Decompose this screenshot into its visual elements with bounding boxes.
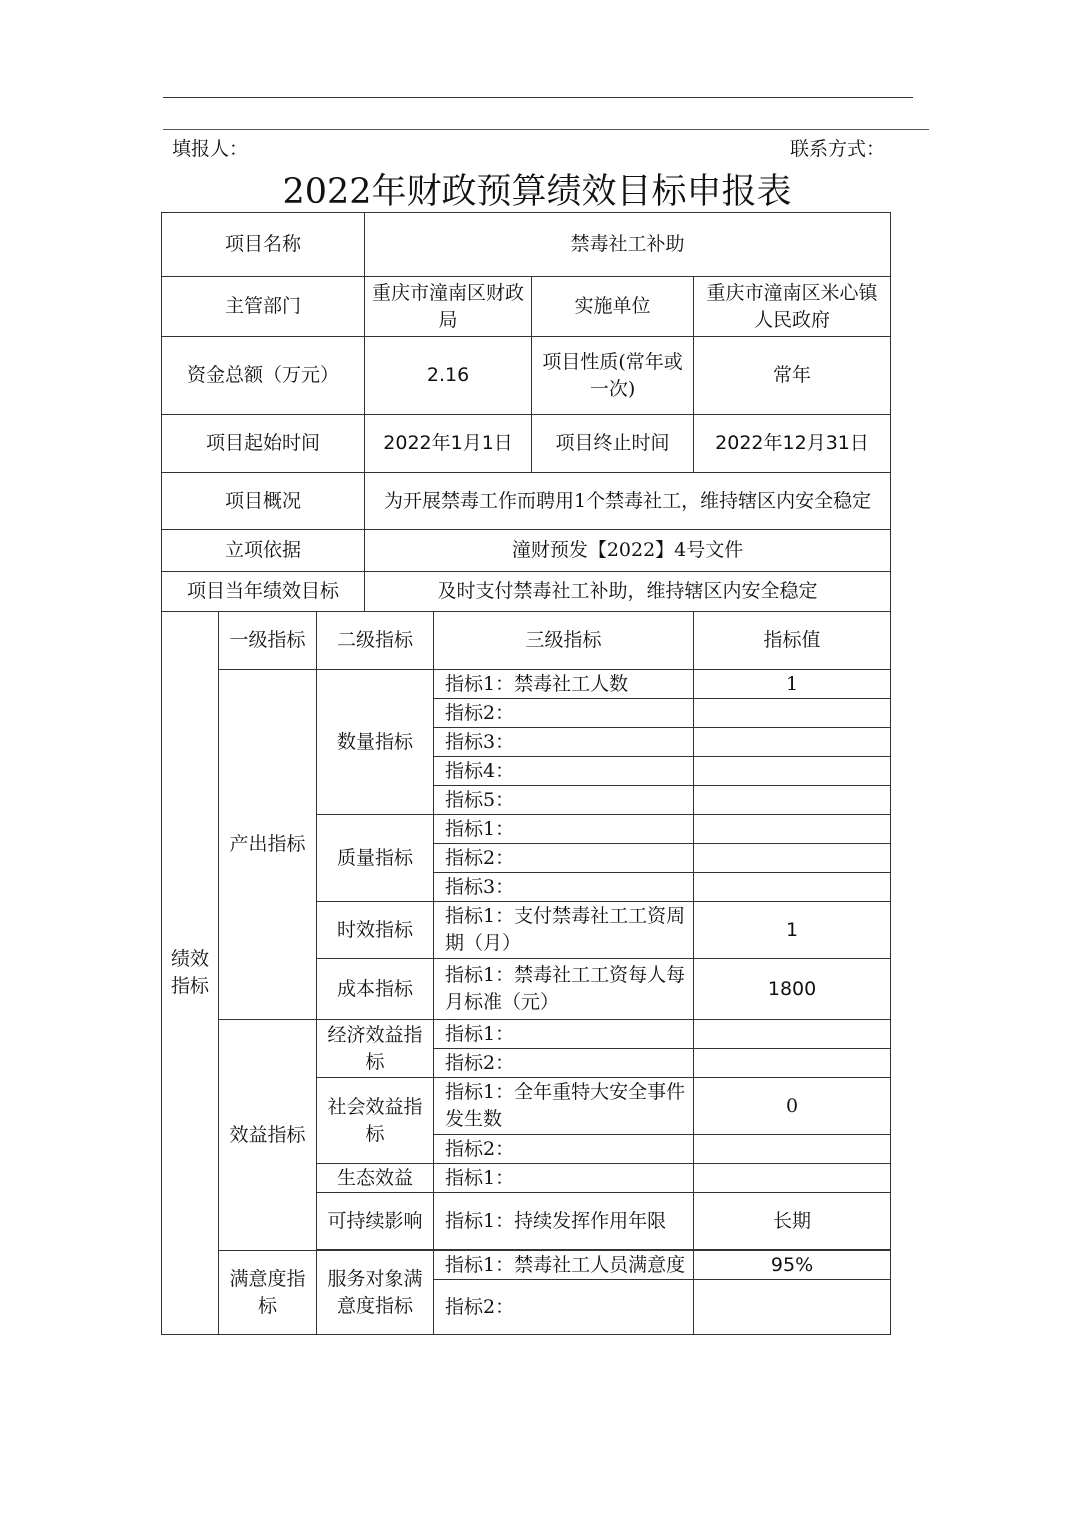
- benefit-label: 效益指标: [219, 1020, 317, 1251]
- top-rule: [163, 97, 913, 98]
- quantity-indicator-4: 指标4：: [434, 757, 694, 786]
- dept-label: 主管部门: [162, 277, 365, 337]
- table-row: [162, 530, 891, 572]
- header-rule: [163, 129, 929, 130]
- quantity-indicator-1: 指标1：禁毒社工人数: [434, 670, 694, 699]
- project-name-value: 禁毒社工补助: [365, 213, 891, 277]
- page-title: 2022年财政预算绩效目标申报表: [282, 172, 792, 212]
- project-name-label: 项目名称: [162, 213, 365, 277]
- nature-value: 常年: [694, 337, 891, 415]
- sustain-indicator-1: 指标1：持续发挥作用年限: [434, 1193, 694, 1250]
- econ-indicator-1: 指标1：: [434, 1020, 694, 1049]
- social-label: 社会效益指标: [317, 1078, 434, 1164]
- end-value: 2022年12月31日: [694, 415, 891, 473]
- sustain-value-1: 长期: [694, 1193, 891, 1250]
- time-value-1: 1: [694, 902, 891, 959]
- service-indicator-1: 指标1：禁毒社工人员满意度: [434, 1251, 694, 1280]
- time-label: 时效指标: [317, 902, 434, 959]
- quality-indicator-3: 指标3：: [434, 873, 694, 902]
- table-row: [162, 1020, 891, 1049]
- sustain-label: 可持续影响: [317, 1193, 434, 1250]
- overview-value: 为开展禁毒工作而聘用1个禁毒社工，维持辖区内安全稳定: [365, 473, 891, 530]
- nature-label: 项目性质(常年或一次): [532, 337, 694, 415]
- start-value: 2022年1月1日: [365, 415, 532, 473]
- basis-label: 立项依据: [162, 530, 365, 572]
- budget-form-table: [161, 212, 891, 1335]
- cost-value-1: 1800: [694, 959, 891, 1020]
- fund-label: 资金总额（万元）: [162, 337, 365, 415]
- table-row: [162, 337, 891, 415]
- table-row: [162, 1251, 891, 1280]
- econ-label: 经济效益指标: [317, 1020, 434, 1078]
- goal-value: 及时支付禁毒社工补助，维持辖区内安全稳定: [365, 572, 891, 612]
- quantity-label: 数量指标: [317, 670, 434, 815]
- start-label: 项目起始时间: [162, 415, 365, 473]
- col-level1: 一级指标: [219, 612, 317, 670]
- fund-value: 2.16: [365, 337, 532, 415]
- eco-label: 生态效益: [317, 1164, 434, 1193]
- service-indicator-2: 指标2：: [434, 1280, 694, 1335]
- table-row: [162, 277, 891, 337]
- econ-indicator-2: 指标2：: [434, 1049, 694, 1078]
- reporter-label: 填报人：: [172, 138, 249, 160]
- end-label: 项目终止时间: [532, 415, 694, 473]
- quantity-indicator-2: 指标2：: [434, 699, 694, 728]
- time-indicator-1: 指标1：支付禁毒社工工资周期（月）: [434, 902, 694, 959]
- service-value-1: 95%: [694, 1251, 891, 1280]
- output-label: 产出指标: [219, 670, 317, 1020]
- table-row: [162, 473, 891, 530]
- table-row: [162, 670, 891, 699]
- social-indicator-1: 指标1：全年重特大安全事件发生数: [434, 1078, 694, 1135]
- quantity-value-1: 1: [694, 670, 891, 699]
- overview-label: 项目概况: [162, 473, 365, 530]
- goal-label: 项目当年绩效目标: [162, 572, 365, 612]
- social-value-1: 0: [694, 1078, 891, 1135]
- table-row: [162, 612, 891, 670]
- unit-label: 实施单位: [532, 277, 694, 337]
- quality-indicator-1: 指标1：: [434, 815, 694, 844]
- quality-indicator-2: 指标2：: [434, 844, 694, 873]
- social-indicator-2: 指标2：: [434, 1135, 694, 1164]
- table-row: [162, 572, 891, 612]
- cost-indicator-1: 指标1：禁毒社工工资每人每月标准（元）: [434, 959, 694, 1020]
- eco-indicator-1: 指标1：: [434, 1164, 694, 1193]
- quantity-indicator-5: 指标5：: [434, 786, 694, 815]
- col-level3: 三级指标: [434, 612, 694, 670]
- quality-label: 质量指标: [317, 815, 434, 902]
- metrics-section-label: 绩效指标: [162, 612, 219, 1335]
- col-value: 指标值: [694, 612, 891, 670]
- basis-value: 潼财预发【2022】4号文件: [365, 530, 891, 572]
- table-row: [162, 213, 891, 277]
- contact-label: 联系方式：: [790, 138, 886, 160]
- dept-value: 重庆市潼南区财政局: [365, 277, 532, 337]
- unit-value: 重庆市潼南区米心镇人民政府: [694, 277, 891, 337]
- service-label: 服务对象满意度指标: [317, 1251, 434, 1335]
- cost-label: 成本指标: [317, 959, 434, 1020]
- col-level2: 二级指标: [317, 612, 434, 670]
- table-row: [162, 415, 891, 473]
- satisfaction-label: 满意度指标: [219, 1251, 317, 1335]
- quantity-indicator-3: 指标3：: [434, 728, 694, 757]
